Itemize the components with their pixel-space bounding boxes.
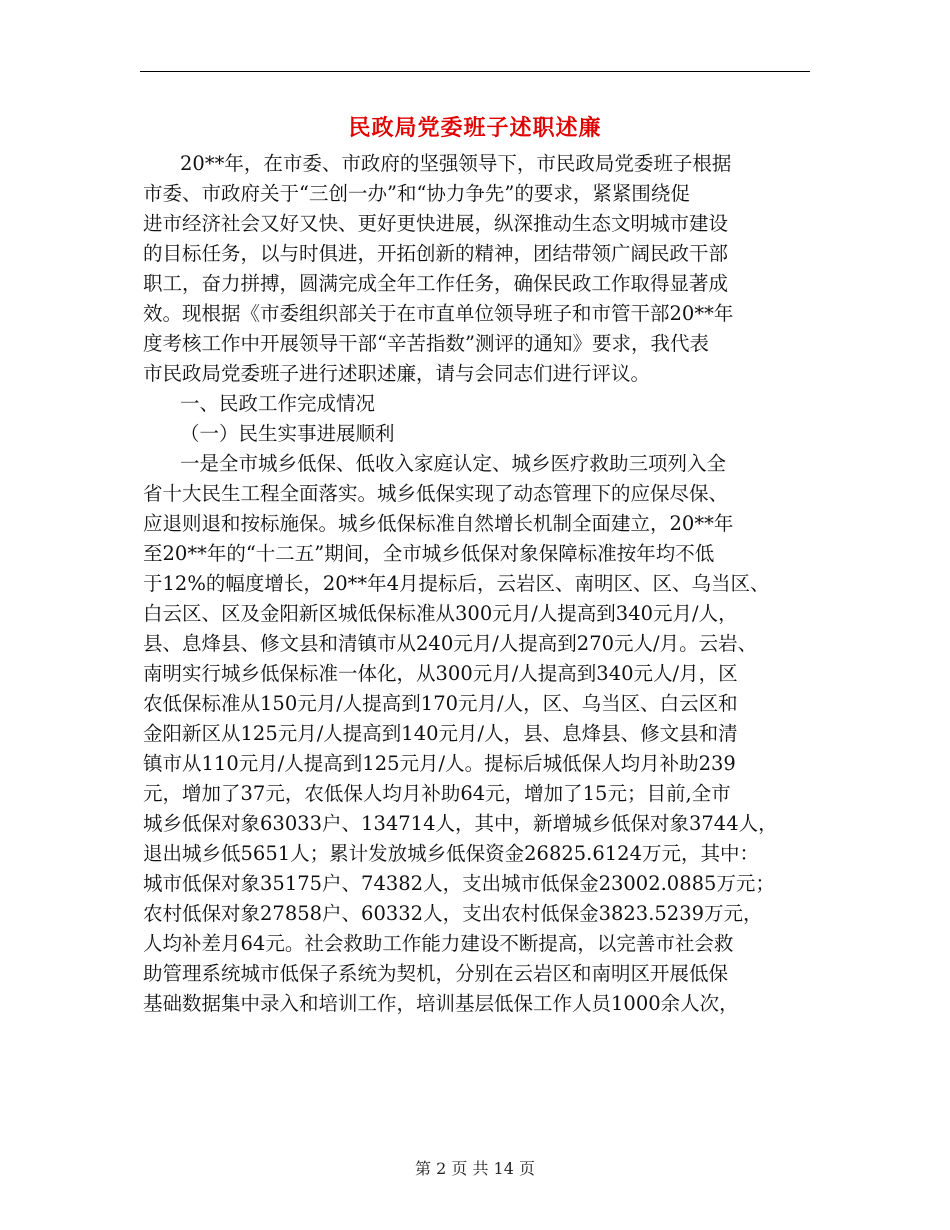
header-rule (140, 71, 810, 72)
paragraph-line: 南明实行城乡低保标准一体化，从300元月/人提高到340元人/月，区 (143, 662, 738, 685)
paragraph-line: 效。现根据《市委组织部关于在市直单位领导班子和市管干部20**年 (143, 302, 734, 325)
paragraph-line: 城乡低保对象63033户、134714人，其中，新增城乡低保对象3744人， (143, 812, 778, 835)
paragraph-line: 进市经济社会又好又快、更好更快进展，纵深推动生态文明城市建设 (143, 212, 729, 235)
paragraph-line: 的目标任务，以与时俱进，开拓创新的精神，团结带领广阔民政干部 (143, 242, 729, 265)
paragraph-line: 职工，奋力拼搏，圆满完成全年工作任务，确保民政工作取得显著成 (143, 272, 729, 295)
paragraph-line: 助管理系统城市低保子系统为契机，分别在云岩区和南明区开展低保 (143, 962, 729, 985)
paragraph-line: 县、息烽县、修文县和清镇市从240元月/人提高到270元人/月。云岩、 (143, 632, 758, 655)
paragraph-line: 20**年，在市委、市政府的坚强领导下，市民政局党委班子根据 (180, 152, 732, 175)
paragraph-line: 市民政局党委班子进行述职述廉，请与会同志们进行评议。 (143, 362, 651, 385)
paragraph-line: 于12%的幅度增长，20**年4月提标后，云岩区、南明区、区、乌当区、 (143, 572, 770, 595)
section-heading: 一、民政工作完成情况 (180, 392, 376, 415)
paragraph-line: 至20**年的“十二五”期间，全市城乡低保对象保障标准按年均不低 (143, 542, 715, 565)
paragraph-line: 元，增加了37元，农低保人均月补助64元，增加了15元；目前,全市 (143, 782, 731, 805)
paragraph-line: 市委、市政府关于“三创一办”和“协力争先”的要求，紧紧围绕促 (143, 182, 690, 205)
paragraph-line: 基础数据集中录入和培训工作，培训基层低保工作人员1000余人次， (143, 992, 739, 1015)
page-number: 第 2 页 共 14 页 (415, 1159, 535, 1178)
paragraph-line: 农村低保对象27858户、60332人，支出农村低保金3823.5239万元， (143, 902, 763, 925)
paragraph-line: 城市低保对象35175户、74382人，支出城市低保金23002.0885万元； (143, 872, 775, 895)
paragraph-line: 白云区、区及金阳新区城低保标准从300元月/人提高到340元月/人， (143, 602, 738, 625)
paragraph-line: 省十大民生工程全面落实。城乡低保实现了动态管理下的应保尽保、 (143, 482, 729, 505)
paragraph-line: 度考核工作中开展领导干部“辛苦指数”测评的通知》要求，我代表 (143, 332, 709, 355)
paragraph-line: 镇市从110元月/人提高到125元月/人。提标后城低保人均月补助239 (143, 752, 736, 775)
paragraph-line: 金阳新区从125元月/人提高到140元月/人，县、息烽县、修文县和清 (143, 722, 738, 745)
paragraph-line: 应退则退和按标施保。城乡低保标准自然增长机制全面建立，20**年 (143, 512, 734, 535)
paragraph-line: 一是全市城乡低保、低收入家庭认定、城乡医疗救助三项列入全 (180, 452, 727, 475)
subsection-heading: （一）民生实事进展顺利 (180, 422, 395, 445)
paragraph-line: 人均补差月64元。社会救助工作能力建设不断提高，以完善市社会救 (143, 932, 734, 955)
paragraph-line: 退出城乡低5651人；累计发放城乡低保资金26825.6124万元，其中： (143, 842, 759, 865)
document-title: 民政局党委班子述职述廉 (348, 115, 602, 141)
paragraph-line: 农低保标准从150元月/人提高到170元月/人，区、乌当区、白云区和 (143, 692, 738, 715)
